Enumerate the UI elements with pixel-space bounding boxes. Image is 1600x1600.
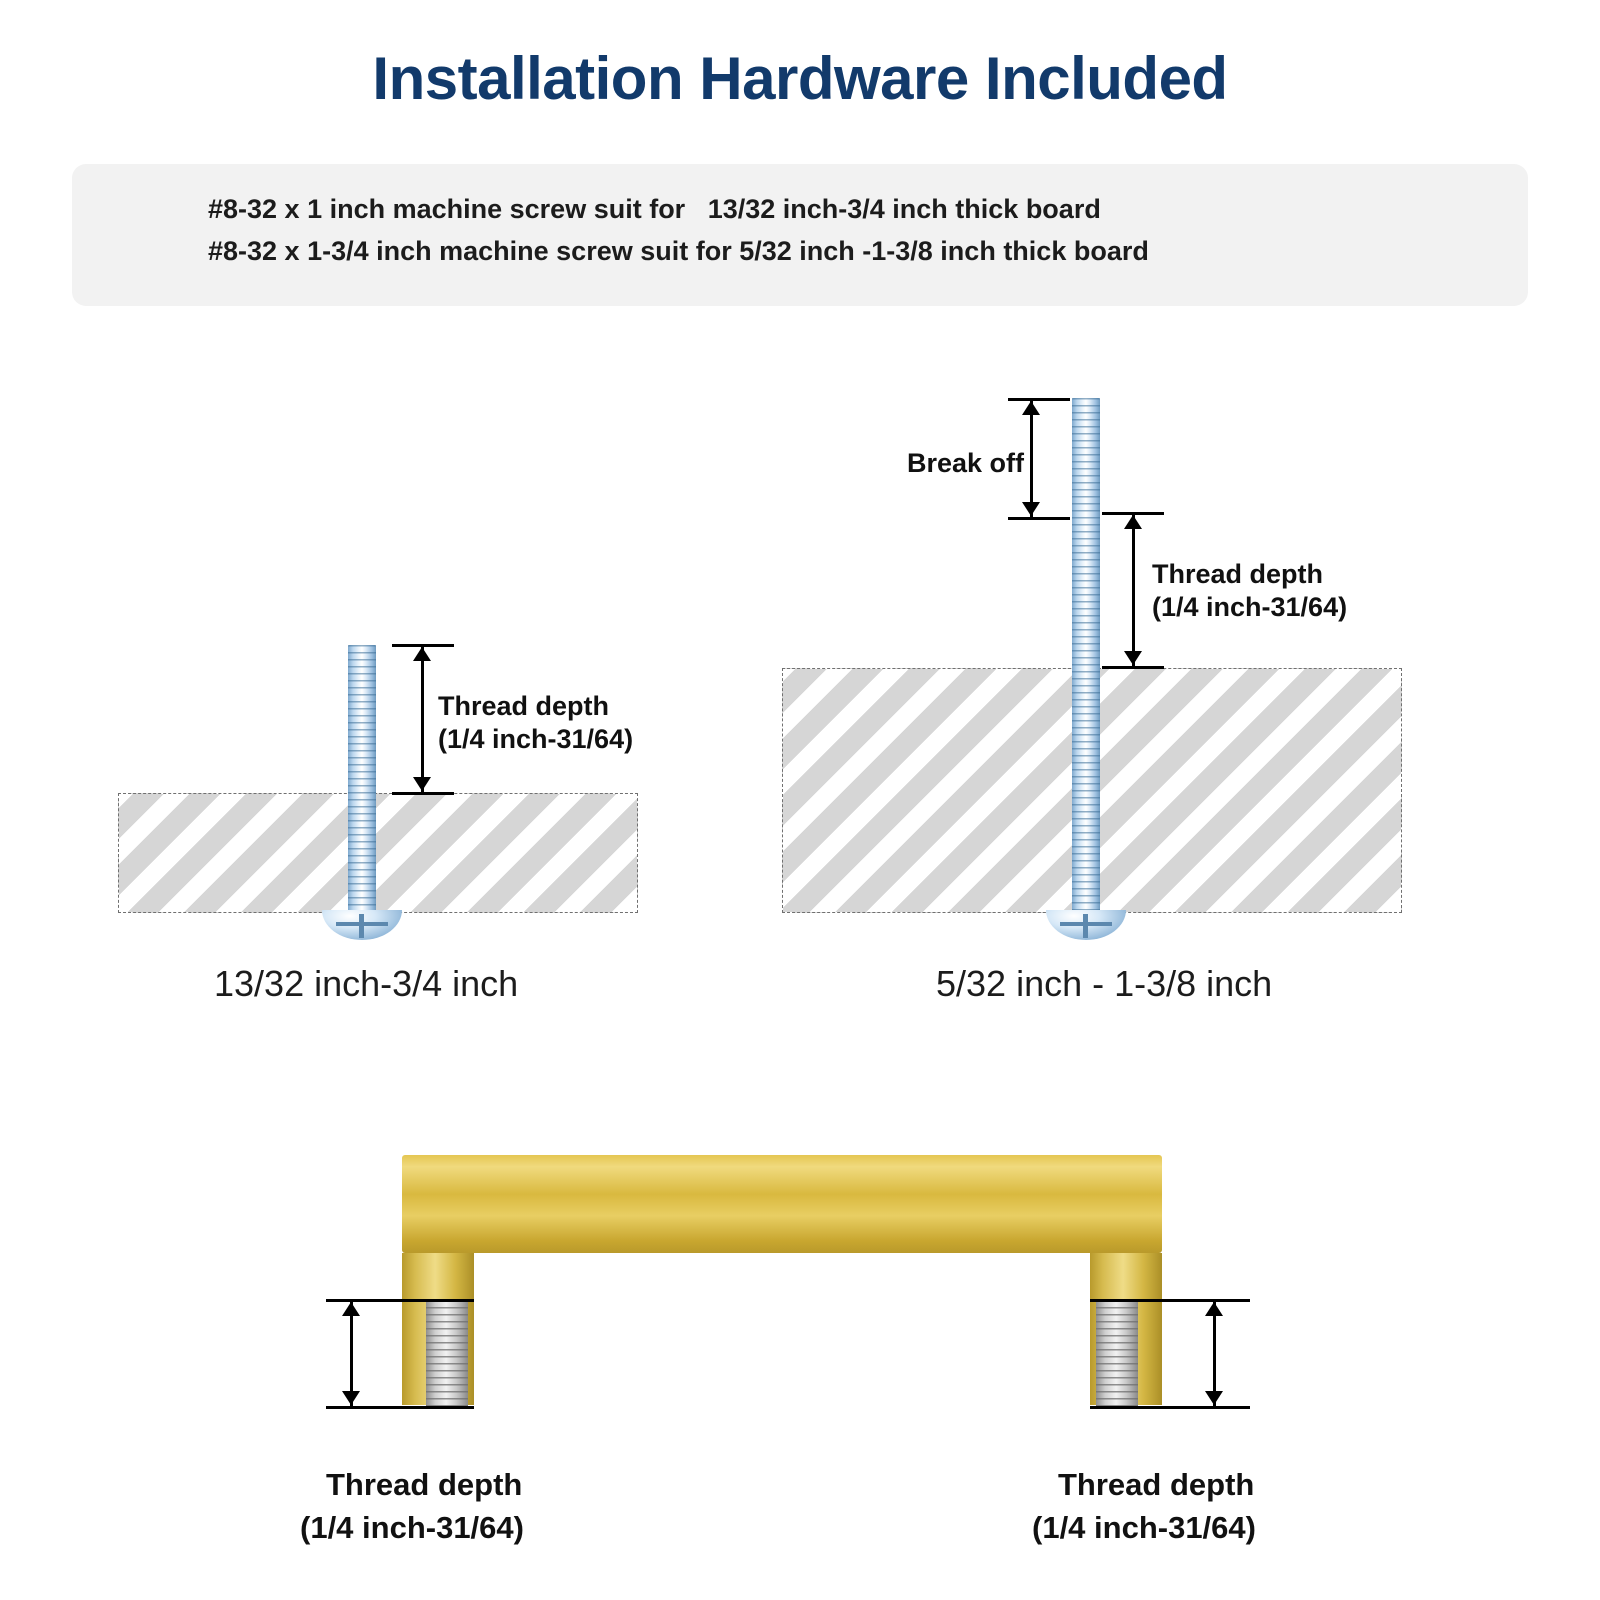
board-thin	[118, 793, 638, 913]
handle-left-label-line2: (1/4 inch-31/64)	[300, 1510, 524, 1545]
handle-left-arrow-up-icon	[342, 1302, 360, 1316]
screw-threads	[348, 645, 376, 925]
handle-right-stud	[1096, 1300, 1138, 1408]
spec-line-2: #8-32 x 1-3/4 inch machine screw suit for 5/32 inch -1-3/8 inch thick board	[208, 236, 1149, 266]
screw-slot-horizontal	[1060, 922, 1112, 926]
thread-depth-label-left-line1: Thread depth	[438, 691, 610, 721]
screw-head	[322, 910, 402, 940]
handle-right-label-line2: (1/4 inch-31/64)	[1032, 1510, 1256, 1545]
handle-left-arrow-down-icon	[342, 1391, 360, 1405]
thread-depth-label-left-line2: (1/4 inch-31/64)	[438, 724, 634, 754]
dim-arrow-up-icon	[413, 647, 431, 661]
handle-top-bar	[402, 1155, 1162, 1253]
dim-line-right	[1132, 514, 1135, 666]
breakoff-dim-line	[1030, 400, 1033, 517]
screw-threads	[1072, 398, 1100, 925]
screw-short	[348, 645, 376, 925]
breakoff-arrow-down-icon	[1022, 502, 1040, 516]
screw-slot-vertical	[359, 914, 364, 938]
handle-left-tick-bottom	[326, 1406, 474, 1409]
dim-arrow-up-icon	[1124, 515, 1142, 529]
screw-head	[1046, 910, 1126, 940]
dim-arrow-down-icon	[1124, 651, 1142, 665]
screw-long	[1072, 398, 1100, 925]
caption-right: 5/32 inch - 1-3/8 inch	[936, 963, 1273, 1004]
handle-right-label-line1: Thread depth	[1058, 1467, 1255, 1502]
handle-right-arrow-down-icon	[1205, 1391, 1223, 1405]
spec-line-1: #8-32 x 1 inch machine screw suit for 13/32 inch-3/4 inch thick board	[208, 194, 1101, 224]
breakoff-tick-bottom	[1008, 517, 1070, 520]
spec-box	[72, 164, 1528, 306]
break-off-label: Break off	[907, 448, 1025, 478]
dim-tick-bottom-right	[1102, 666, 1164, 669]
handle-right-arrow-up-icon	[1205, 1302, 1223, 1316]
thread-depth-label-right-line2: (1/4 inch-31/64)	[1152, 592, 1348, 622]
handle-right-tick-bottom	[1090, 1406, 1250, 1409]
handle-right-tick-top	[1090, 1299, 1250, 1302]
dim-arrow-down-icon	[413, 777, 431, 791]
screw-slot-horizontal	[336, 922, 388, 926]
screw-slot-vertical	[1083, 914, 1088, 938]
handle-left-stud	[426, 1300, 468, 1408]
thread-depth-label-right-line1: Thread depth	[1152, 559, 1324, 589]
handle-left-label-line1: Thread depth	[326, 1467, 523, 1502]
dim-tick-bottom	[392, 792, 454, 795]
dim-line	[421, 646, 424, 792]
page-title: Installation Hardware Included	[372, 45, 1228, 112]
caption-left: 13/32 inch-3/4 inch	[214, 963, 519, 1004]
breakoff-arrow-up-icon	[1022, 401, 1040, 415]
